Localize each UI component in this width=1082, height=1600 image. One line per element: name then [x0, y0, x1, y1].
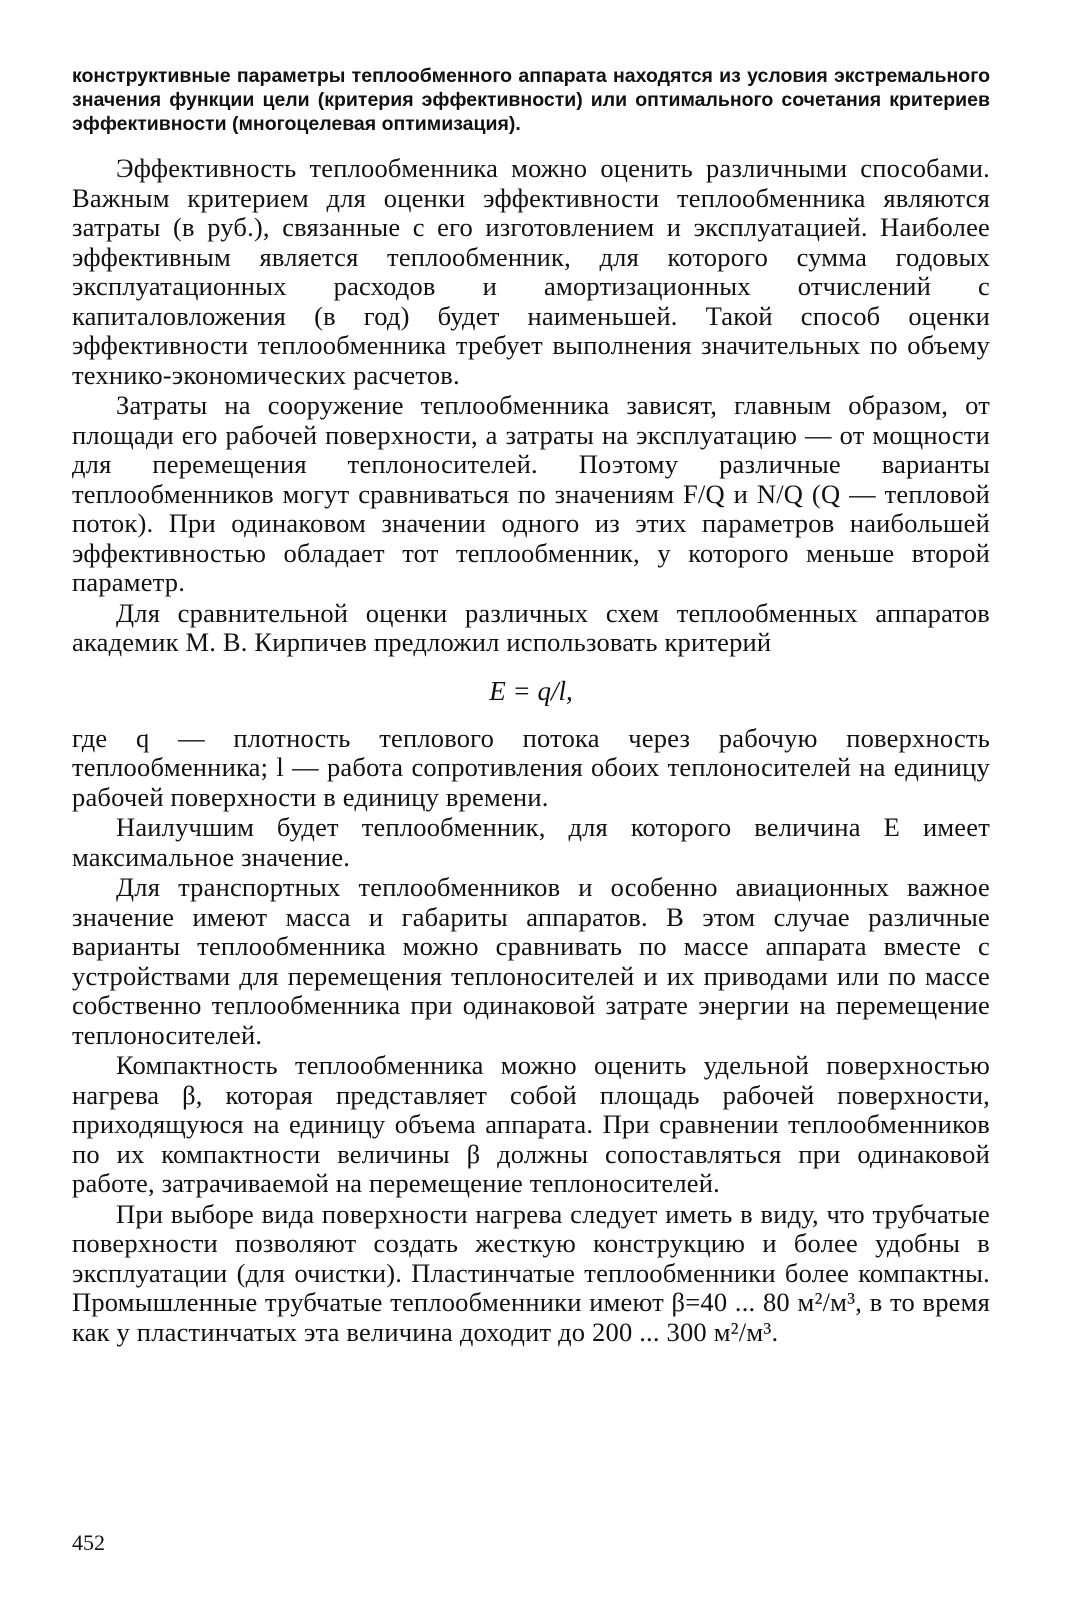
lead-text: конструктивные параметры теплообменного аппарата находятся из условия экстремального значения функции цели (критерия эффективности) или оптимального сочетания критериев эффективности (многоцелевая оптимизация).	[72, 65, 990, 135]
document-page	[72, 64, 990, 1564]
paragraph-construction-costs: Затраты на сооружение теплообменника зависят, главным образом, от площади его рабочей поверхности, а затраты на эксплуатацию — от мощности для перемещения теплоносителей. Поэтому различные варианты теплообменников могут сравниваться по значениям F/Q и N/Q (Q — тепловой поток). При одинаковом значении одного из этих параметров наибольшей эффективностью обладает тот теплообменник, у которого меньше второй параметр.	[72, 390, 990, 597]
paragraph-efficiency-methods: Эффективность теплообменника можно оценить различными способами. Важным критерием для оценки эффективности теплообменника являются затраты (в руб.), связанные с его изготовлением и эксплуатацией. Наиболее эффективным является теплообменник, для которого сумма годовых эксплуатационных расходов и амортизационных отчислений с капиталовложения (в год) будет наименьшей. Такой способ оценки эффективности теплообменника требует выполнения значительных по объему технико-экономических расчетов.	[72, 153, 990, 390]
paragraph-compactness: Компактность теплообменника можно оценить удельной поверхностью нагрева β, которая представляет собой площадь рабочей поверхности, приходящуюся на единицу объема аппарата. При сравнении теплообменников по их компактности величины β должны сопоставляться при одинаковой работе, затрачиваемой на перемещение теплоносителей.	[72, 1050, 990, 1198]
page-number: 452	[72, 1530, 105, 1555]
paragraph-kirpichev-criterion: Для сравнительной оценки различных схем теплообменных аппаратов академик М. В. Кирпичев предложил использовать критерий	[72, 597, 990, 657]
paragraph-formula-definitions: где q — плотность теплового потока через рабочую поверхность теплообменника; l — работа сопротивления обоих теплоносителей на единицу рабочей поверхности в единицу времени.	[72, 722, 990, 812]
paragraph-transport-exchangers: Для транспортных теплообменников и особенно авиационных важное значение имеют масса и габариты аппаратов. В этом случае различные варианты теплообменника можно сравнивать по массе аппарата вместе с устройствами для перемещения теплоносителей и их приводами или по массе собственно теплообменника при одинаковой затрате энергии на перемещение теплоносителей.	[72, 872, 990, 1050]
formula-criterion: E = q/l,	[489, 675, 573, 706]
paragraph-best-exchanger: Наилучшим будет теплообменник, для которого величина E имеет максимальное значение.	[72, 812, 990, 872]
paragraph-surface-choice: При выборе вида поверхности нагрева следует иметь в виду, что трубчатые поверхности позволяют создать жесткую конструкцию и более удобны в эксплуатации (для очистки). Пластинчатые теплообменники более компактны. Промышленные трубчатые теплообменники имеют β=40 ... 80 м²/м³, в то время как у пластинчатых эта величина доходит до 200 ... 300 м²/м³.	[72, 1198, 990, 1347]
